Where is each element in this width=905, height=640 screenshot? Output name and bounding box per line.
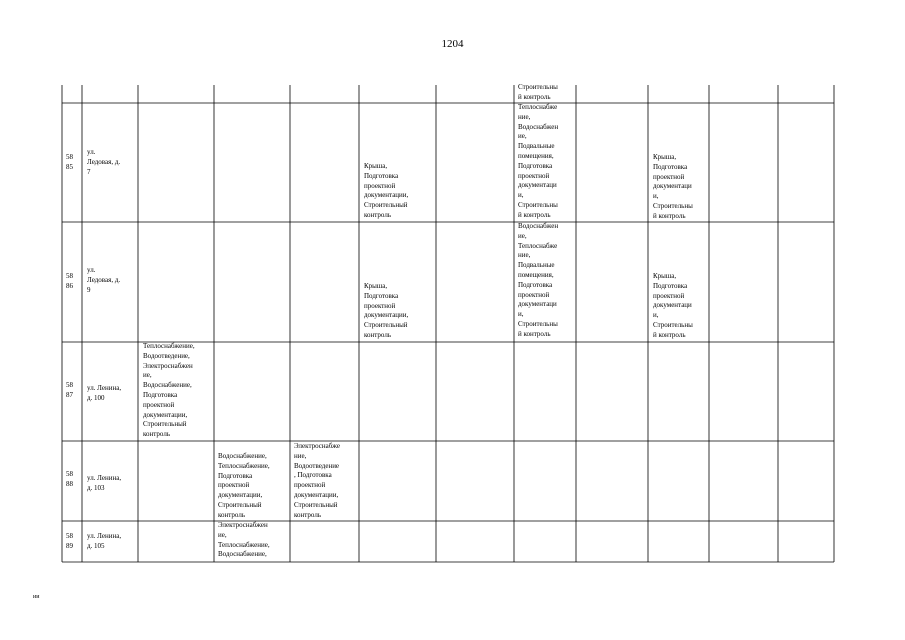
work-cell: Теплоснабжение, Водоотведение, Электроснабжен ие, Водоснабжение, Подготовка проектной документации, Строительный контроль bbox=[143, 342, 195, 439]
footer-mark: ии bbox=[33, 594, 40, 600]
work-cell: Водоснабжение, Теплоснабжение, Подготовка проектной документации, Строительный контроль bbox=[218, 452, 270, 519]
work-cell: Теплоснабже ние, Водоснабжен ие, Подвальные помещения, Подготовка проектной документаци и, Строительны й контроль bbox=[518, 103, 559, 219]
work-cell: Электроснабжен ие, Теплоснабжение, Водоснабжение, bbox=[218, 521, 270, 559]
work-cell: Водоснабжен ие, Теплоснабже ние, Подвальные помещения, Подготовка проектной документаци и, Строительны й контроль bbox=[518, 222, 559, 338]
row-number: 58 87 bbox=[66, 381, 73, 399]
continuation-cell: Строительны й контроль bbox=[518, 83, 558, 101]
row-number: 58 86 bbox=[66, 272, 73, 290]
row-address: ул. Ленина, д. 103 bbox=[87, 474, 122, 492]
work-cell: Электроснабже ние, Водоотведение , Подготовка проектной документации, Строительный контроль bbox=[294, 442, 340, 519]
row-address: ул. Ледовая, д. 9 bbox=[87, 266, 121, 294]
work-cell: Крыша, Подготовка проектной документации, Строительный контроль bbox=[364, 162, 409, 219]
page-number: 1204 bbox=[441, 38, 464, 50]
row-address: ул. Ленина, д. 105 bbox=[87, 532, 122, 550]
row-address: ул. Ленина, д. 100 bbox=[87, 384, 122, 402]
row-number: 58 88 bbox=[66, 470, 73, 488]
work-cell: Крыша, Подготовка проектной документаци и, Строительны й контроль bbox=[653, 153, 693, 220]
row-address: ул. Ледовая, д. 7 bbox=[87, 148, 121, 176]
work-cell: Крыша, Подготовка проектной документации, Строительный контроль bbox=[364, 282, 409, 339]
work-cell: Крыша, Подготовка проектной документаци и, Строительны й контроль bbox=[653, 272, 693, 339]
row-number: 58 89 bbox=[66, 532, 73, 550]
row-number: 58 85 bbox=[66, 153, 73, 171]
